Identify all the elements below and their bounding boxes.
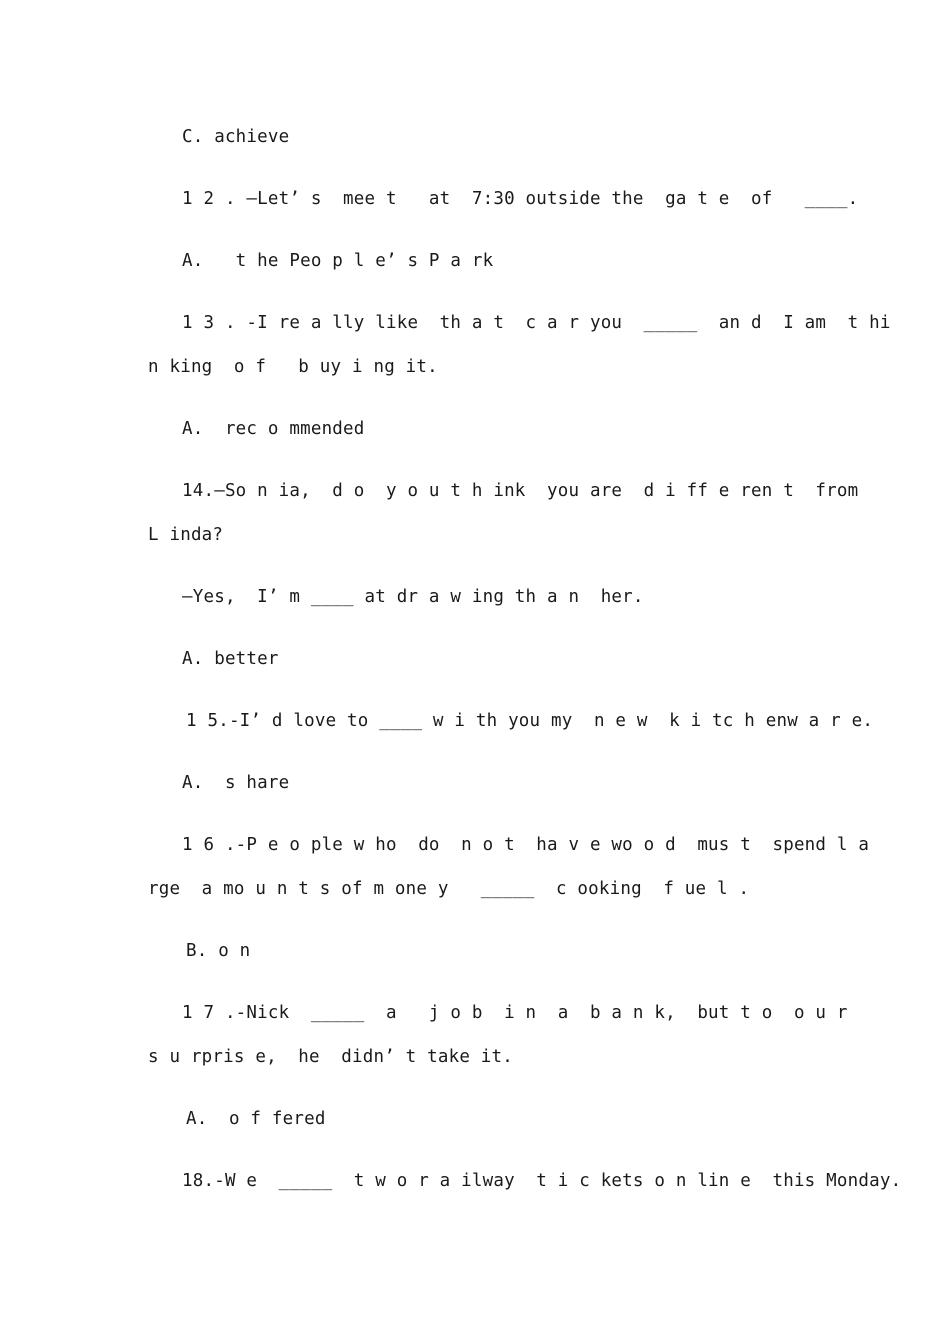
question-12: 1 2 . —Let’ s mee t at 7:30 outside the ga t e of ____.: [182, 189, 859, 209]
option-17a: A. o f fered: [186, 1109, 326, 1129]
question-14-line2: L inda?: [148, 525, 224, 545]
question-14-line1: 14.—So n ia, d o y o u t h ink you are d i ff e ren t from: [182, 481, 859, 501]
option-13a: A. rec o mmended: [182, 419, 365, 439]
question-16-line1: 1 6 .-P e o ple w ho do n o t ha v e wo o d mus t spend l a: [182, 835, 870, 855]
option-15a: A. s hare: [182, 773, 290, 793]
question-13-line2: n king o f b uy i ng it.: [148, 357, 438, 377]
question-15: 1 5.-I’ d love to ____ w i th you my n e w k i tc h enw a r e.: [186, 711, 874, 731]
question-14-reply: —Yes, I’ m ____ at dr a w ing th a n her.: [182, 587, 644, 607]
question-13-line1: 1 3 . -I re a lly like th a t c a r you _____ an d I am t hi: [182, 313, 891, 333]
question-17-line2: s u rpris e, he didn’ t take it.: [148, 1047, 514, 1067]
option-11c: C. achieve: [182, 127, 290, 147]
option-14a: A. better: [182, 649, 279, 669]
option-16b: B. o n: [186, 941, 251, 961]
question-17-line1: 1 7 .-Nick _____ a j o b i n a b a n k, but t o o u r: [182, 1003, 848, 1023]
option-12a: A. t he Peo p l e’ s P a rk: [182, 251, 494, 271]
question-18: 18.-W e _____ t w o r a ilway t i c kets o n lin e this Monday.: [182, 1171, 902, 1191]
question-16-line2: rge a mo u n t s of m one y _____ c ooking f ue l .: [148, 879, 750, 899]
